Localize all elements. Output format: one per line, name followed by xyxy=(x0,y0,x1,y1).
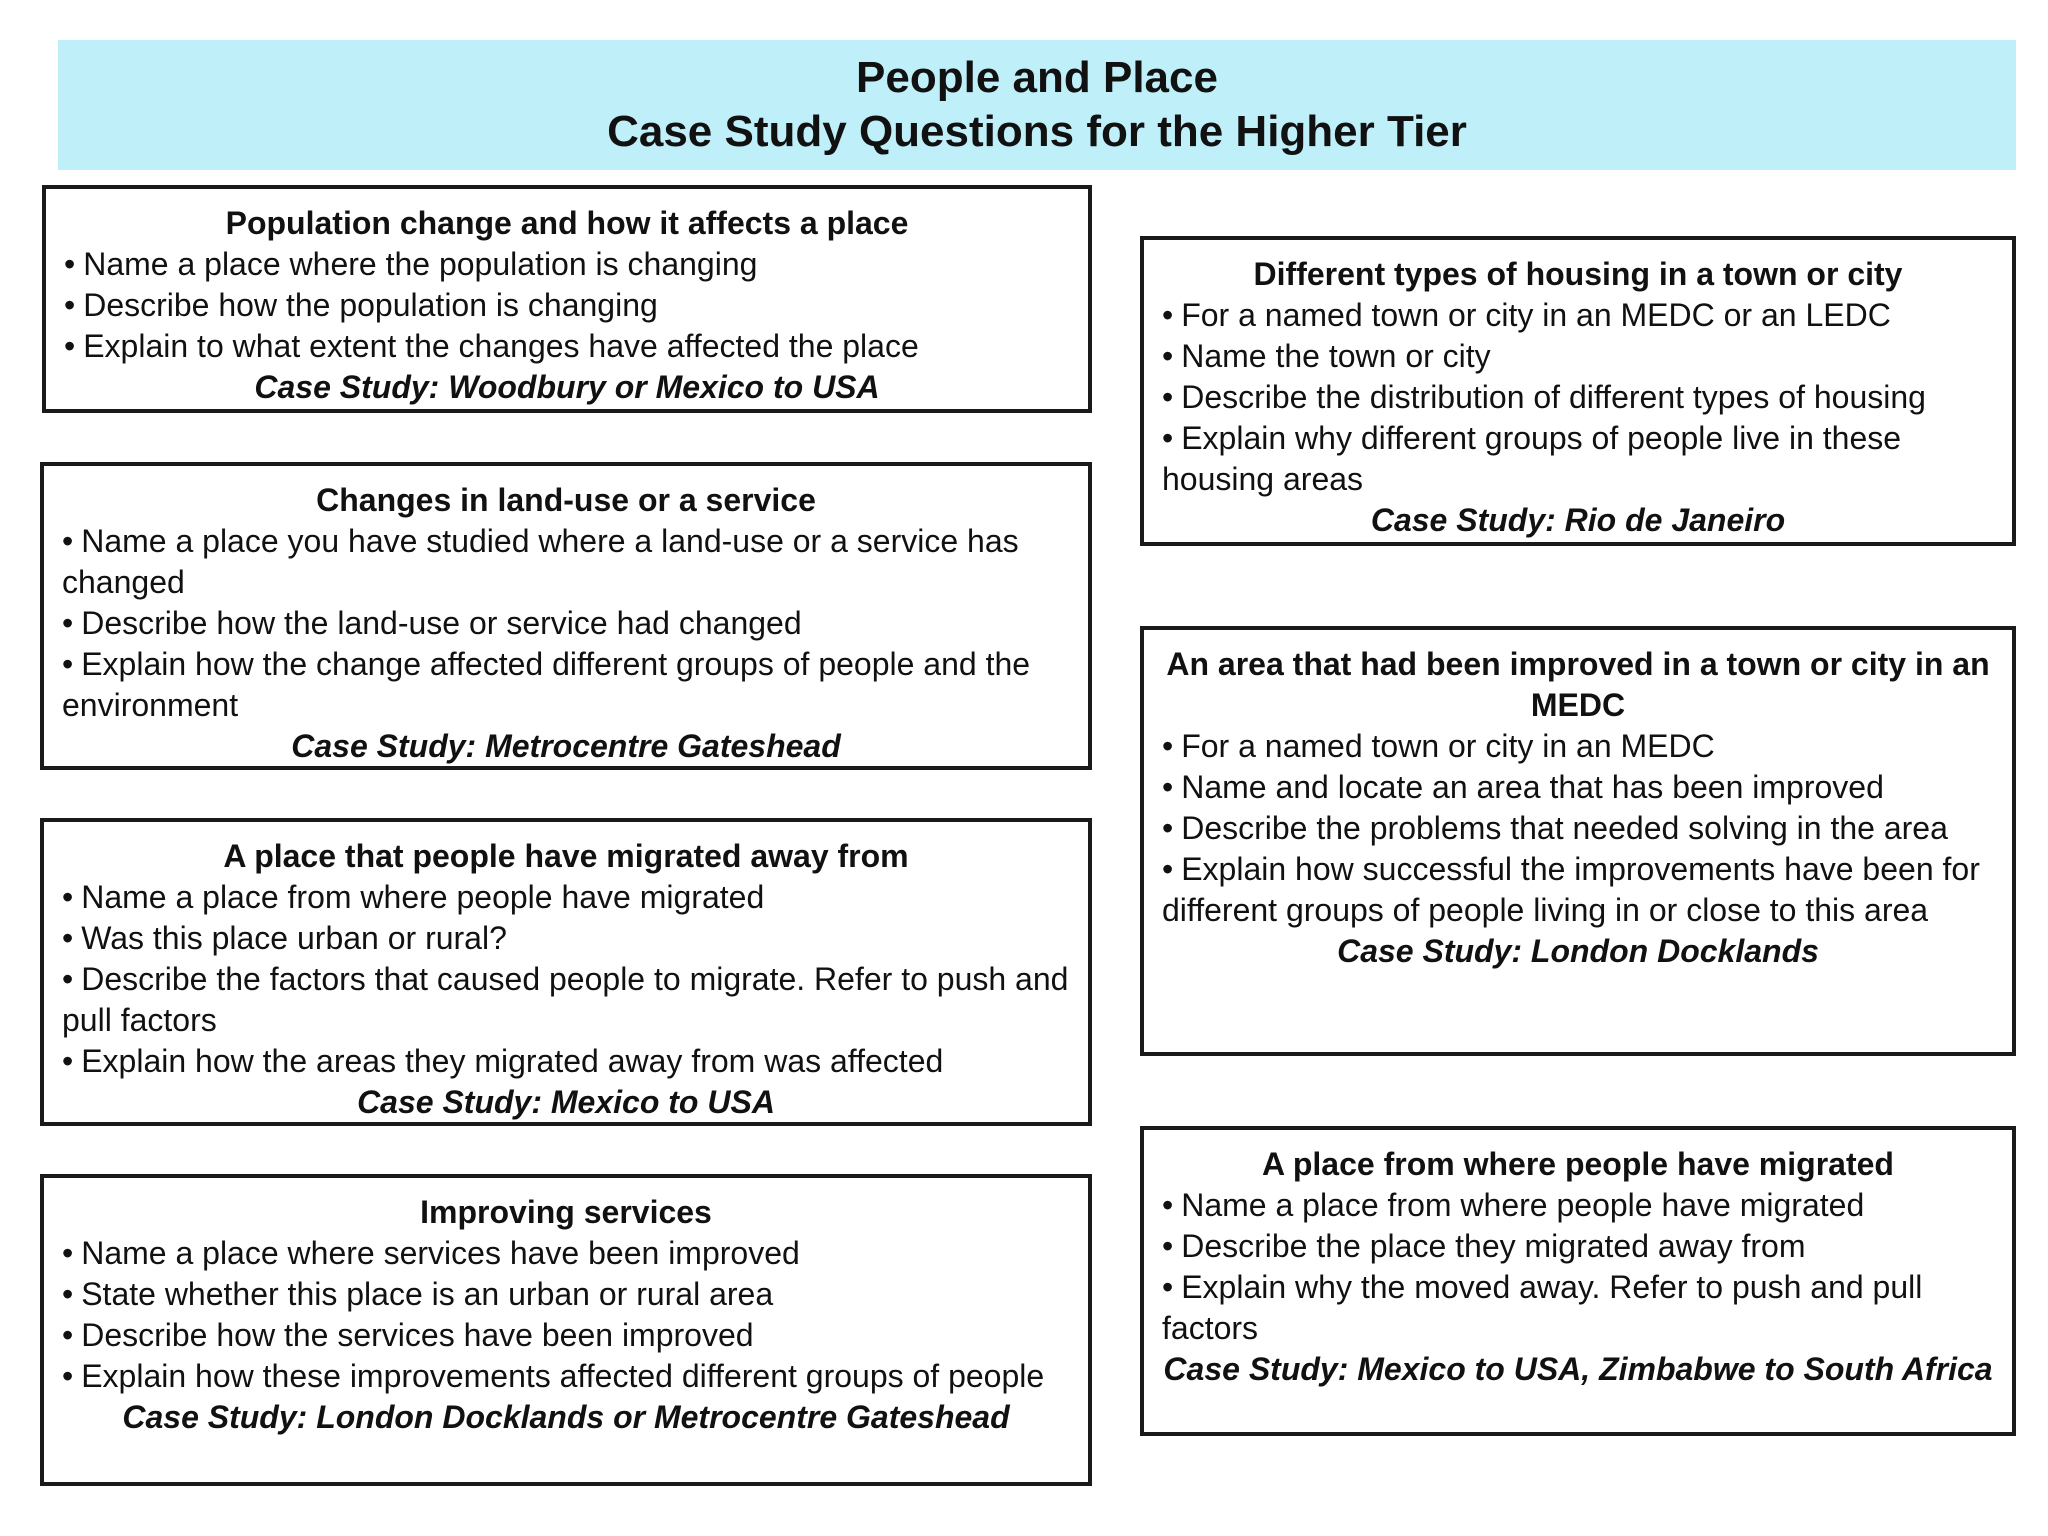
list-item: • Describe the factors that caused people to migrate. Refer to push and pull factors xyxy=(62,961,1069,1038)
bullet-list xyxy=(62,1233,1070,1397)
bullet-list xyxy=(1162,295,1994,500)
case-box-land-use-change xyxy=(40,462,1092,770)
bullet-icon: • xyxy=(1162,1228,1174,1264)
case-study-label: Case Study: Metrocentre Gateshead xyxy=(291,728,841,764)
bullet-icon: • xyxy=(62,523,74,559)
bullet-icon: • xyxy=(1162,769,1174,805)
list-item: • Name a place from where people have migrated xyxy=(62,879,765,915)
bullet-list xyxy=(1162,1185,1994,1349)
bullet-icon: • xyxy=(64,287,76,323)
list-item: • Name a place where the population is changing xyxy=(64,246,758,282)
list-item: • Describe the place they migrated away from xyxy=(1162,1228,1806,1264)
case-box-improved-area xyxy=(1140,626,2016,1056)
list-item: • Explain how the change affected different groups of people and the environment xyxy=(62,646,1031,723)
case-box-migrated-away xyxy=(40,818,1092,1126)
bullet-icon: • xyxy=(62,1276,74,1312)
bullet-icon: • xyxy=(64,328,76,364)
bullet-icon: • xyxy=(64,246,76,282)
bullet-icon: • xyxy=(1162,810,1174,846)
list-item: • Describe the distribution of different types of housing xyxy=(1162,379,1926,415)
case-box-title: Improving services xyxy=(420,1194,712,1230)
bullet-icon: • xyxy=(1162,420,1174,456)
list-item: • State whether this place is an urban or rural area xyxy=(62,1276,774,1312)
bullet-icon: • xyxy=(62,605,74,641)
list-item: • Describe how the services have been improved xyxy=(62,1317,754,1353)
list-item: • Explain to what extent the changes have affected the place xyxy=(64,328,919,364)
case-study-label: Case Study: Rio de Janeiro xyxy=(1370,502,1786,538)
page-subtitle: Case Study Questions for the Higher Tier xyxy=(607,107,1467,156)
bullet-list xyxy=(64,244,1070,367)
list-item: • Name the town or city xyxy=(1162,338,1491,374)
bullet-list xyxy=(62,877,1070,1082)
case-study-label: Case Study: London Docklands or Metrocentre Gateshead xyxy=(122,1399,1010,1435)
case-box-population-change xyxy=(42,185,1092,413)
list-item: • Name a place where services have been improved xyxy=(62,1235,800,1271)
bullet-list xyxy=(1162,726,1994,931)
page-title: People and Place xyxy=(856,53,1218,102)
list-item: • Describe how the land-use or service had changed xyxy=(62,605,802,641)
case-study-label: Case Study: Mexico to USA xyxy=(357,1084,775,1120)
case-box-improving-services xyxy=(40,1174,1092,1486)
bullet-icon: • xyxy=(1162,379,1174,415)
list-item: • Explain how the areas they migrated away from was affected xyxy=(62,1043,944,1079)
bullet-icon: • xyxy=(1162,728,1174,764)
page-header xyxy=(58,40,2016,170)
bullet-icon: • xyxy=(1162,297,1174,333)
list-item: • Name and locate an area that has been improved xyxy=(1162,769,1884,805)
case-study-label: Case Study: Mexico to USA, Zimbabwe to South Africa xyxy=(1163,1351,1993,1387)
case-box-title: A place that people have migrated away from xyxy=(223,838,909,874)
list-item: • Explain why different groups of people live in these housing areas xyxy=(1162,420,1902,497)
case-box-title: Changes in land-use or a service xyxy=(316,482,816,518)
bullet-icon: • xyxy=(62,1358,74,1394)
bullet-icon: • xyxy=(62,1043,74,1079)
list-item: • Name a place from where people have migrated xyxy=(1162,1187,1865,1223)
bullet-icon: • xyxy=(62,961,74,997)
bullet-icon: • xyxy=(1162,1269,1174,1305)
case-box-title: A place from where people have migrated xyxy=(1262,1146,1894,1182)
bullet-icon: • xyxy=(62,920,74,956)
bullet-list xyxy=(62,521,1070,726)
list-item: • For a named town or city in an MEDC or an LEDC xyxy=(1162,297,1891,333)
case-box-title: An area that had been improved in a town or city in an MEDC xyxy=(1166,646,1990,723)
bullet-icon: • xyxy=(62,646,74,682)
bullet-icon: • xyxy=(1162,851,1174,887)
case-box-housing-types xyxy=(1140,236,2016,546)
bullet-icon: • xyxy=(1162,1187,1174,1223)
list-item: • Describe the problems that needed solving in the area xyxy=(1162,810,1948,846)
list-item: • Explain how these improvements affected different groups of people xyxy=(62,1358,1045,1394)
case-box-title: Population change and how it affects a place xyxy=(225,205,909,241)
case-box-title: Different types of housing in a town or city xyxy=(1253,256,1903,292)
bullet-icon: • xyxy=(62,1235,74,1271)
list-item: • For a named town or city in an MEDC xyxy=(1162,728,1715,764)
list-item: • Describe how the population is changing xyxy=(64,287,658,323)
case-box-migrated-from xyxy=(1140,1126,2016,1436)
bullet-icon: • xyxy=(62,879,74,915)
bullet-icon: • xyxy=(1162,338,1174,374)
list-item: • Was this place urban or rural? xyxy=(62,920,507,956)
list-item: • Explain why the moved away. Refer to push and pull factors xyxy=(1162,1269,1923,1346)
list-item: • Name a place you have studied where a land-use or a service has changed xyxy=(62,523,1019,600)
list-item: • Explain how successful the improvements have been for different groups of people living in or close to this area xyxy=(1162,851,1980,928)
case-study-label: Case Study: London Docklands xyxy=(1337,933,1819,969)
bullet-icon: • xyxy=(62,1317,74,1353)
case-study-label: Case Study: Woodbury or Mexico to USA xyxy=(254,369,880,405)
